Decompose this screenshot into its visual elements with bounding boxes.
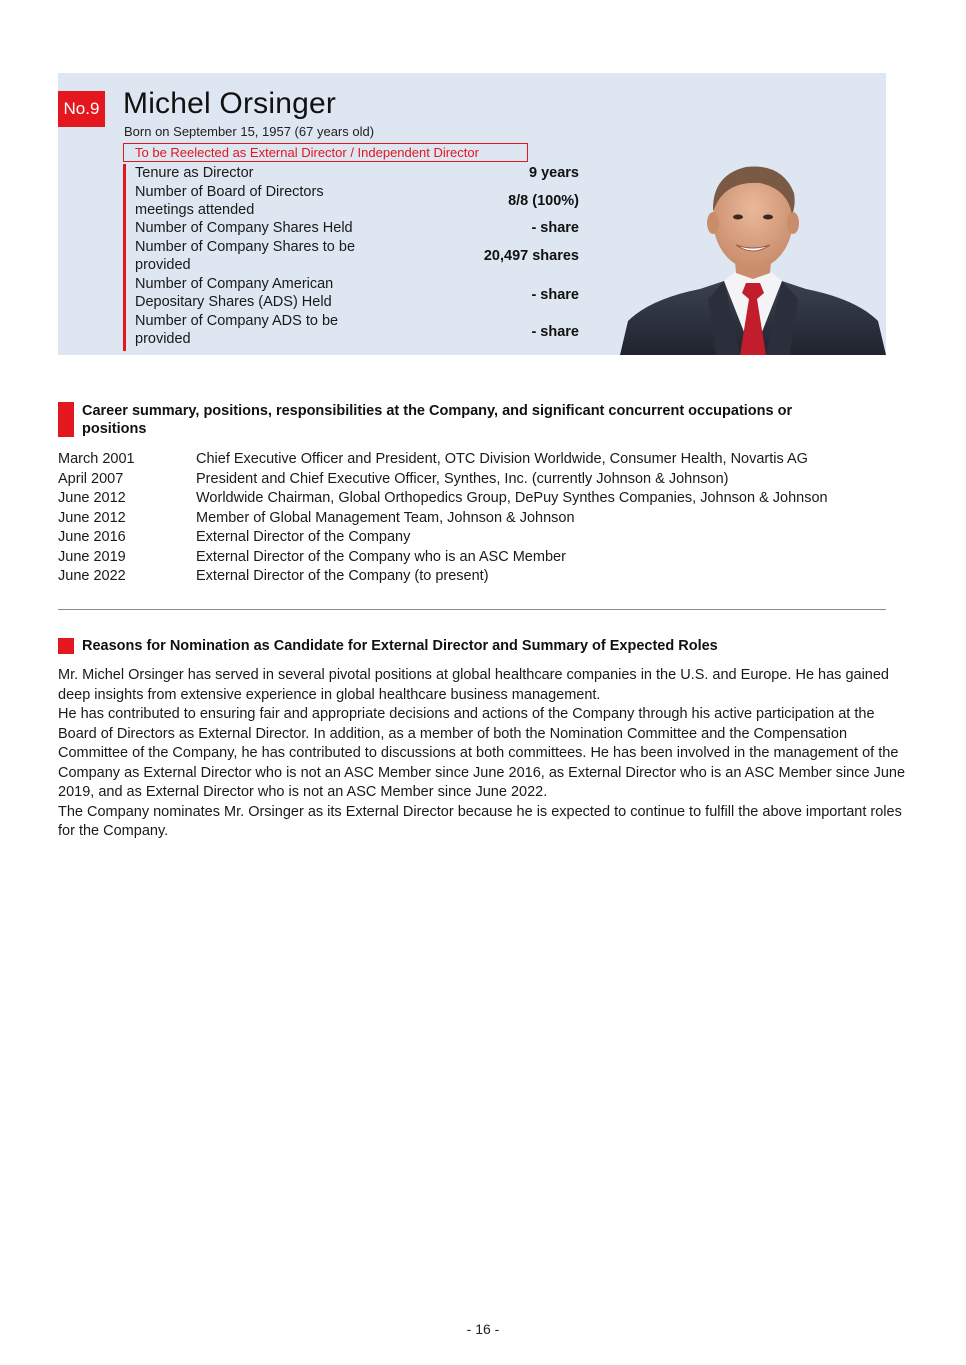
reelection-status-label: To be Reelected as External Director / Independent Director — [123, 143, 528, 162]
career-description: External Director of the Company who is an ASC Member — [196, 548, 566, 565]
stat-value: 9 years — [529, 165, 579, 181]
stat-label: Number of Company ADS to be provided — [135, 313, 339, 347]
career-date: April 2007 — [58, 470, 124, 487]
reasons-heading-text: Reasons for Nomination as Candidate for External Director and Summary of Expected Roles — [82, 638, 718, 654]
section-marker — [58, 402, 74, 437]
reasons-body — [58, 666, 910, 842]
portrait-illustration — [620, 149, 886, 355]
career-date: June 2012 — [58, 490, 126, 506]
stat-value: 20,497 shares — [483, 248, 579, 264]
section-marker — [58, 638, 74, 654]
stat-label: Tenure as Director — [135, 165, 254, 181]
career-description: Chief Executive Officer and President, OTC Division Worldwide, Consumer Health, Novartis AG — [196, 451, 808, 467]
career-date: June 2019 — [58, 548, 126, 565]
career-description: External Director of the Company (to present) — [196, 568, 489, 584]
stat-value: - share — [531, 220, 579, 236]
stat-value: 8/8 (100%) — [508, 193, 579, 209]
stat-label: Number of Company American Depositary Shares (ADS) Held — [135, 276, 334, 310]
career-date: June 2022 — [58, 568, 126, 584]
stat-label: Number of Company Shares to be provided — [135, 239, 356, 273]
reasons-paragraph: The Company nominates Mr. Orsinger as its External Director because he is expected to continue to fulfill the above important roles for the Company. — [58, 803, 902, 839]
career-heading-text: Career summary, positions, responsibilities at the Company, and significant concurrent occupations or positions — [82, 403, 793, 437]
career-description: Member of Global Management Team, Johnson & Johnson — [196, 509, 575, 526]
career-date: June 2016 — [58, 529, 126, 545]
career-date: March 2001 — [58, 451, 135, 467]
stat-value: - share — [531, 324, 579, 340]
reasons-paragraph: Mr. Michel Orsinger has served in several pivotal positions at global healthcare companies in the U.S. and Europe. He has gained deep insights from extensive experience in global healthcare business management. — [58, 667, 889, 703]
candidate-portrait-photo — [620, 149, 886, 355]
career-description: External Director of the Company — [196, 529, 411, 545]
candidate-profile-card — [58, 73, 886, 355]
stat-label: Number of Company Shares Held — [135, 220, 353, 236]
section-divider — [58, 609, 886, 610]
candidate-name: Michel Orsinger — [123, 87, 337, 120]
career-description: President and Chief Executive Officer, Synthes, Inc. (currently Johnson & Johnson) — [196, 470, 729, 487]
candidate-birth-date: Born on September 15, 1957 (67 years old) — [124, 124, 375, 139]
stat-label: Number of Board of Directors meetings attended — [135, 184, 324, 218]
candidate-stats-table — [123, 164, 579, 351]
career-date: June 2012 — [58, 509, 126, 526]
candidate-number-badge: No.9 — [58, 91, 105, 127]
page-number: - 16 - — [466, 1321, 500, 1337]
stat-value: - share — [531, 287, 579, 303]
career-description: Worldwide Chairman, Global Orthopedics Group, DePuy Synthes Companies, Johnson & Johnson — [196, 490, 828, 506]
reasons-paragraph: He has contributed to ensuring fair and appropriate decisions and actions of the Company through his active participation at the Board of Directors as External Director. In addition, as a member of both the Nomination Committee and the Compensation Committee of the Company, he has contributed to discussions at both committees. He has been involved in the management of the Company as External Director who is not an ASC Member since June 2016, as External Director who is an ASC Member since June 2019, and as External Director who is not an ASC Member since June 2022. — [58, 706, 906, 800]
